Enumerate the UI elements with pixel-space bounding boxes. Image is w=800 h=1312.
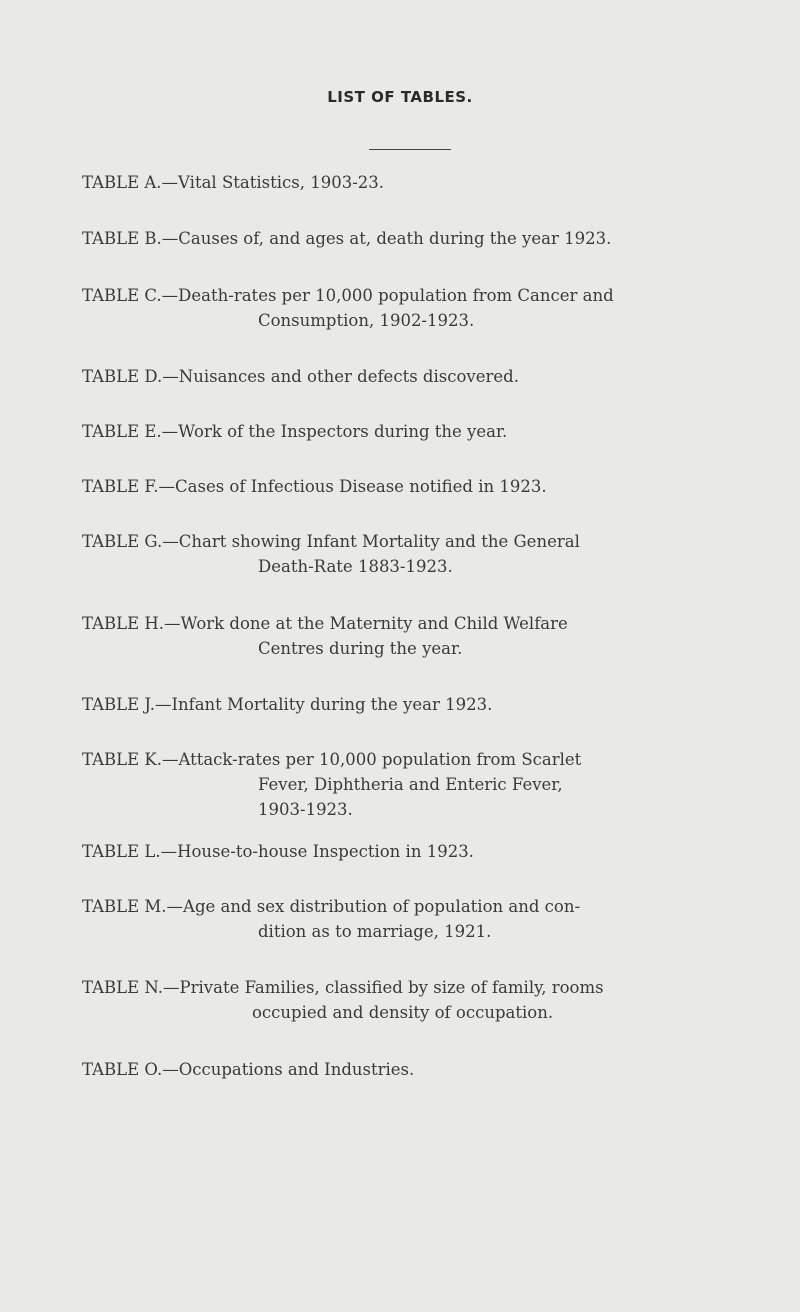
table-entry-o [82, 1057, 752, 1082]
entry-text: TABLE G.—Chart showing Infant Mortality and the General [82, 532, 580, 551]
entry-text: TABLE O.—Occupations and Industries. [82, 1060, 415, 1079]
entry-text: TABLE N.—Private Families, classified by size of family, rooms [82, 978, 604, 997]
page-title: LIST OF TABLES. [327, 88, 473, 106]
table-entry-g [82, 529, 752, 579]
entry-text: TABLE D.—Nuisances and other defects discovered. [82, 367, 519, 386]
table-entry-l [82, 839, 752, 864]
table-entry-h [82, 611, 752, 661]
table-entry-c [82, 283, 752, 333]
table-entry-f [82, 474, 752, 499]
table-entry-e [82, 419, 752, 444]
entry-continuation: Death-Rate 1883-1923. [258, 557, 453, 576]
entry-text: TABLE L.—House-to-house Inspection in 1923. [82, 842, 474, 861]
title-divider [369, 149, 451, 150]
entry-continuation: Consumption, 1902-1923. [258, 311, 475, 330]
entry-text: TABLE M.—Age and sex distribution of population and con- [82, 897, 581, 916]
table-entry-m [82, 894, 752, 944]
entry-text: TABLE B.—Causes of, and ages at, death during the year 1923. [82, 229, 612, 248]
entry-text: TABLE K.—Attack-rates per 10,000 population from Scarlet [82, 750, 582, 769]
entry-continuation: 1903-1923. [258, 800, 353, 819]
entry-continuation: Fever, Diphtheria and Enteric Fever, [258, 775, 563, 794]
entry-continuation: dition as to marriage, 1921. [258, 922, 492, 941]
entry-continuation: Centres during the year. [258, 639, 463, 658]
entry-text: TABLE J.—Infant Mortality during the year 1923. [82, 695, 493, 714]
table-entry-j [82, 692, 752, 717]
table-entry-d [82, 364, 752, 389]
table-entry-b [82, 226, 752, 251]
entry-text: TABLE A.—Vital Statistics, 1903-23. [82, 173, 385, 192]
table-entry-k [82, 747, 752, 822]
table-entry-a [82, 170, 752, 195]
entry-text: TABLE C.—Death-rates per 10,000 population from Cancer and [82, 286, 614, 305]
entry-text: TABLE F.—Cases of Infectious Disease notified in 1923. [82, 477, 547, 496]
entry-continuation: occupied and density of occupation. [252, 1003, 554, 1022]
entry-text: TABLE H.—Work done at the Maternity and Child Welfare [82, 614, 568, 633]
table-entry-n [82, 975, 752, 1025]
entry-text: TABLE E.—Work of the Inspectors during the year. [82, 422, 508, 441]
